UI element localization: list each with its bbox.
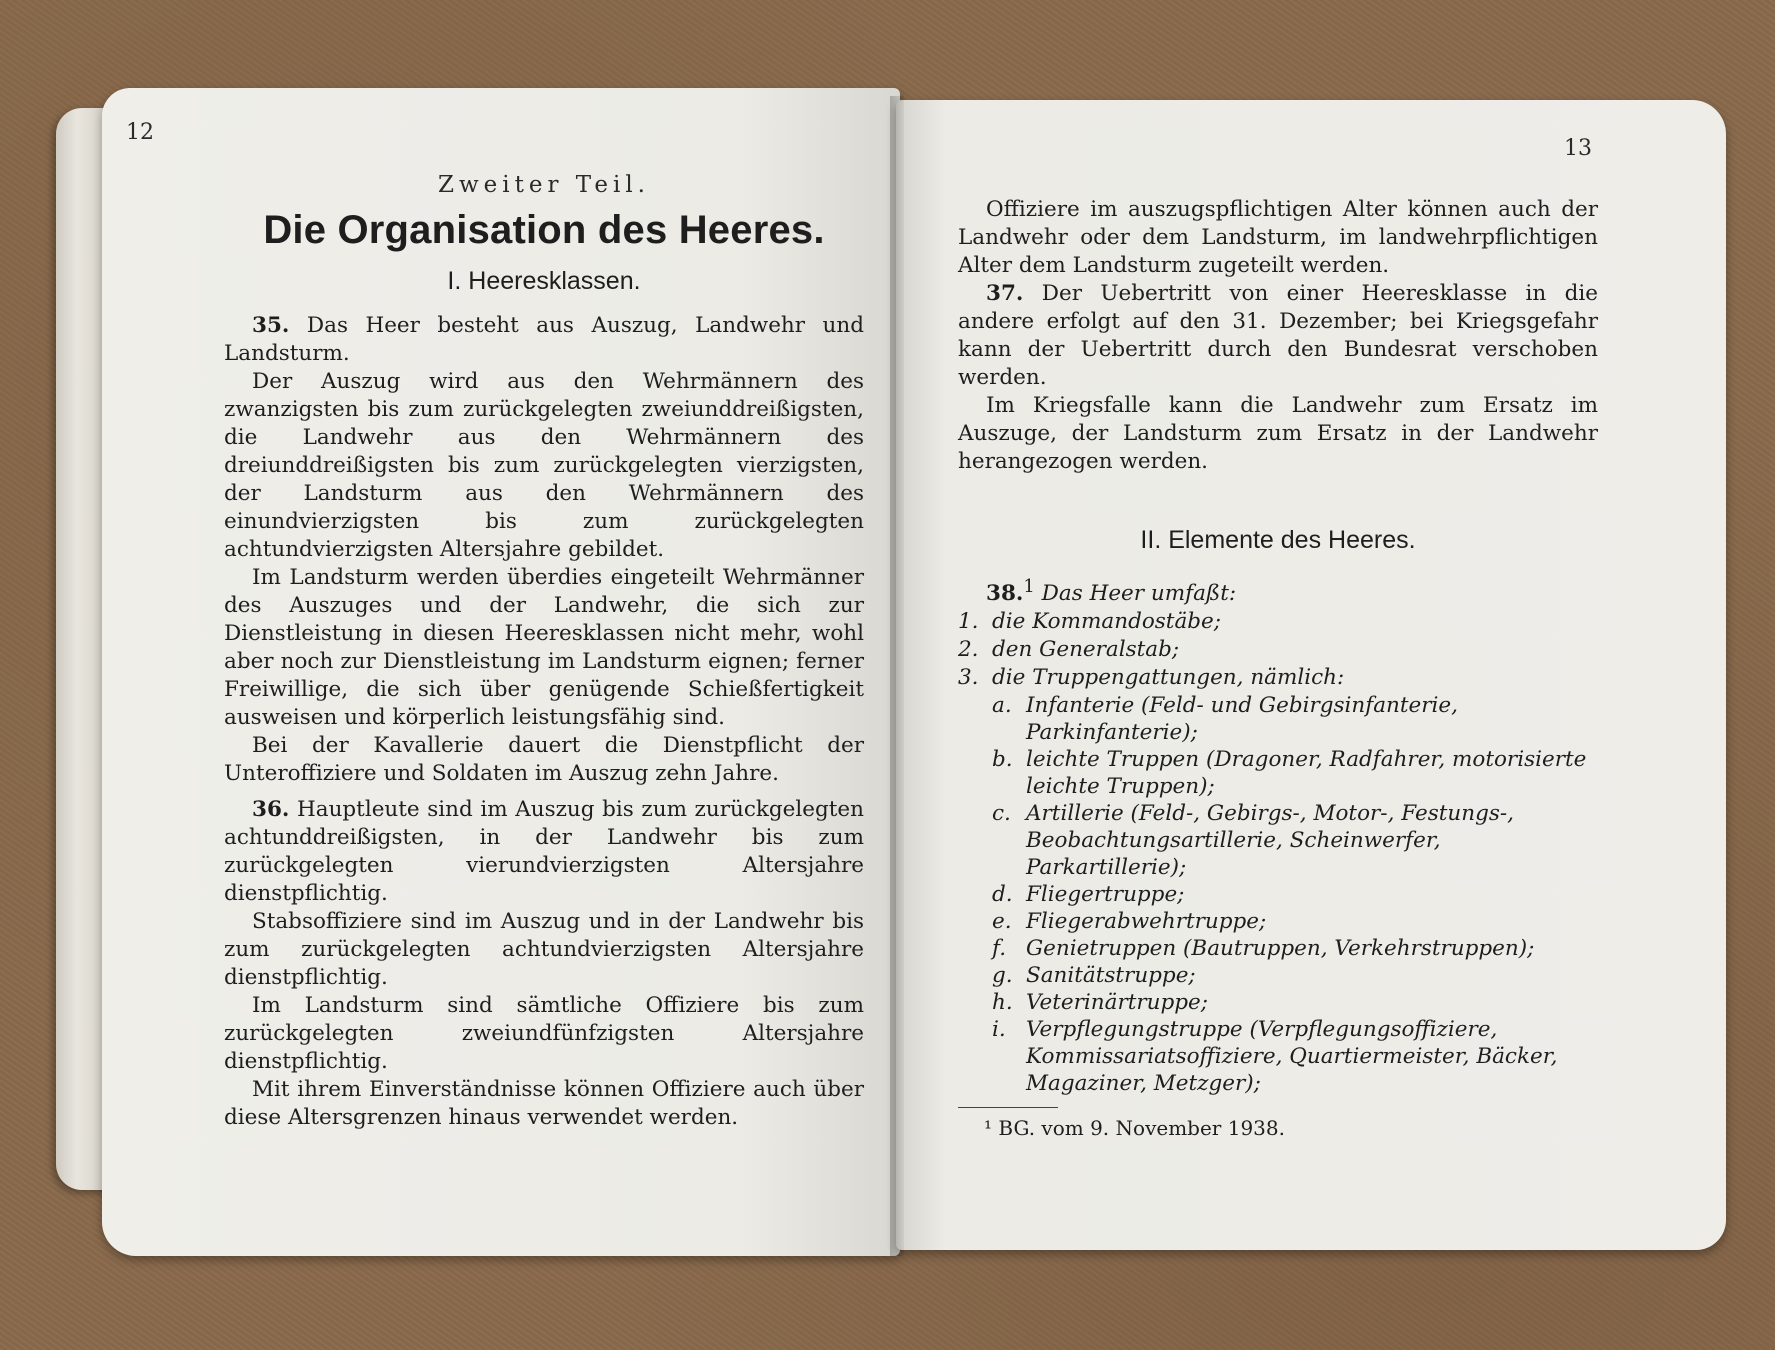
paragraph-36 xyxy=(224,796,864,908)
list-item: 1. die Kommandostäbe; xyxy=(958,609,1221,635)
footnote: ¹ BG. vom 9. November 1938. xyxy=(984,1116,1285,1141)
page-number-right: 13 xyxy=(1564,136,1592,161)
list-item: h. Veterinärtruppe; xyxy=(992,990,1208,1016)
paragraph: Im Kriegsfalle kann die Landwehr zum Ersatz im Auszuge, der Landsturm zum Ersatz in der Landwehr herangezogen werden. xyxy=(958,393,1598,474)
section-heading-heeresklassen: I. Heeresklassen. xyxy=(447,267,641,295)
paragraph: Bei der Kavallerie dauert die Dienstpflicht der Unteroffiziere und Soldaten im Auszug zehn Jahre. xyxy=(224,733,864,786)
paragraph: Mit ihrem Einverständnisse können Offiziere auch über diese Altersgrenzen hinaus verwendet werden. xyxy=(224,1077,864,1130)
paragraph-35 xyxy=(224,312,864,368)
paragraph-number: 38. xyxy=(986,581,1024,607)
page-number-left: 12 xyxy=(126,120,154,145)
left-page-text xyxy=(224,172,864,1132)
list-item: 3. die Truppengattungen, nämlich: xyxy=(958,665,1345,691)
paragraph-38 xyxy=(958,573,1598,608)
list-item: e. Fliegerabwehrtruppe; xyxy=(992,909,1267,935)
paragraph-number: 36. xyxy=(252,797,290,822)
book-spine xyxy=(890,96,904,1256)
list-item: i. Verpflegungstruppe (Verpflegungsoffiziere, Kommissariatsoffiziere, Quartiermeister, Bäcker, Magaziner, Metzger); xyxy=(992,1017,1558,1097)
paragraph-text: Das Heer besteht aus Auszug, Landwehr und Landsturm. xyxy=(224,313,864,366)
paragraph: Im Landsturm sind sämtliche Offiziere bis zum zurückgelegten zweiundfünfzigsten Altersjahre dienstpflichtig. xyxy=(224,993,864,1074)
list-item: 2. den Generalstab; xyxy=(958,637,1180,663)
paragraph-number: 35. xyxy=(252,313,290,338)
list-item: g. Sanitätstruppe; xyxy=(992,963,1196,989)
paragraph-text: Das Heer umfaßt: xyxy=(1041,581,1237,607)
troop-type-list xyxy=(992,692,1598,1097)
chapter-title: Die Organisation des Heeres. xyxy=(263,208,825,252)
list-item: b. leichte Truppen (Dragoner, Radfahrer, motorisierte leichte Truppen); xyxy=(992,747,1587,800)
paragraph: Der Auszug wird aus den Wehrmännern des zwanzigsten bis zum zurückgelegten zweiunddreißigsten, die Landwehr aus den Wehrmännern des dreiunddreißigsten bis zum zurückgelegten vierzigsten, der Landsturm aus den Wehrmännern des einundvierzigsten bis zum zurückgelegten achtundvierzigsten Altersjahre gebildet. xyxy=(224,369,864,562)
paragraph-number: 37. xyxy=(986,281,1024,306)
paragraph-text: Der Uebertritt von einer Heeresklasse in die andere erfolgt auf den 31. Dezember; bei Kriegsgefahr kann der Uebertritt durch den Bundesrat verschoben werden. xyxy=(958,281,1598,390)
list-item: d. Fliegertruppe; xyxy=(992,882,1185,908)
list-item: f. Genietruppen (Bautruppen, Verkehrstruppen); xyxy=(992,936,1535,962)
list-item: a. Infanterie (Feld- und Gebirgsinfanterie, Parkinfanterie); xyxy=(992,693,1458,746)
paragraph: Stabsoffiziere sind im Auszug und in der Landwehr bis zum zurückgelegten achtundvierzigsten Altersjahre dienstpflichtig. xyxy=(224,909,864,990)
footnote-divider xyxy=(958,1107,1058,1108)
list-item: c. Artillerie (Feld-, Gebirgs-, Motor-, Festungs-, Beobachtungsartillerie, Scheinwerfer, Parkartillerie); xyxy=(992,801,1514,881)
paragraph-37 xyxy=(958,280,1598,392)
part-label: Zweiter Teil. xyxy=(438,172,650,198)
paragraph: Offiziere im auszugspflichtigen Alter können auch der Landwehr oder dem Landsturm, im landwehrpflichtigen Alter dem Landsturm zugeteilt werden. xyxy=(958,197,1598,278)
paragraph: Im Landsturm werden überdies eingeteilt Wehrmänner des Auszuges und der Landwehr, die sich zur Dienstleistung in diesen Heeresklassen nicht mehr, wohl aber noch zur Dienstleistung im Landsturm eignen; ferner Freiwillige, die sich über genügende Schießfertigkeit ausweisen und körperlich leistungsfähig sind. xyxy=(224,565,864,730)
element-list xyxy=(958,608,1598,692)
footnote-marker: 1 xyxy=(1023,576,1035,597)
paragraph-text: Hauptleute sind im Auszug bis zum zurückgelegten achtunddreißigsten, in der Landwehr bis zum zurückgelegten vierundvierzigsten Altersjahre dienstpflichtig. xyxy=(224,797,864,906)
section-heading-elemente: II. Elemente des Heeres. xyxy=(1140,526,1416,554)
right-page-text xyxy=(958,196,1598,1140)
